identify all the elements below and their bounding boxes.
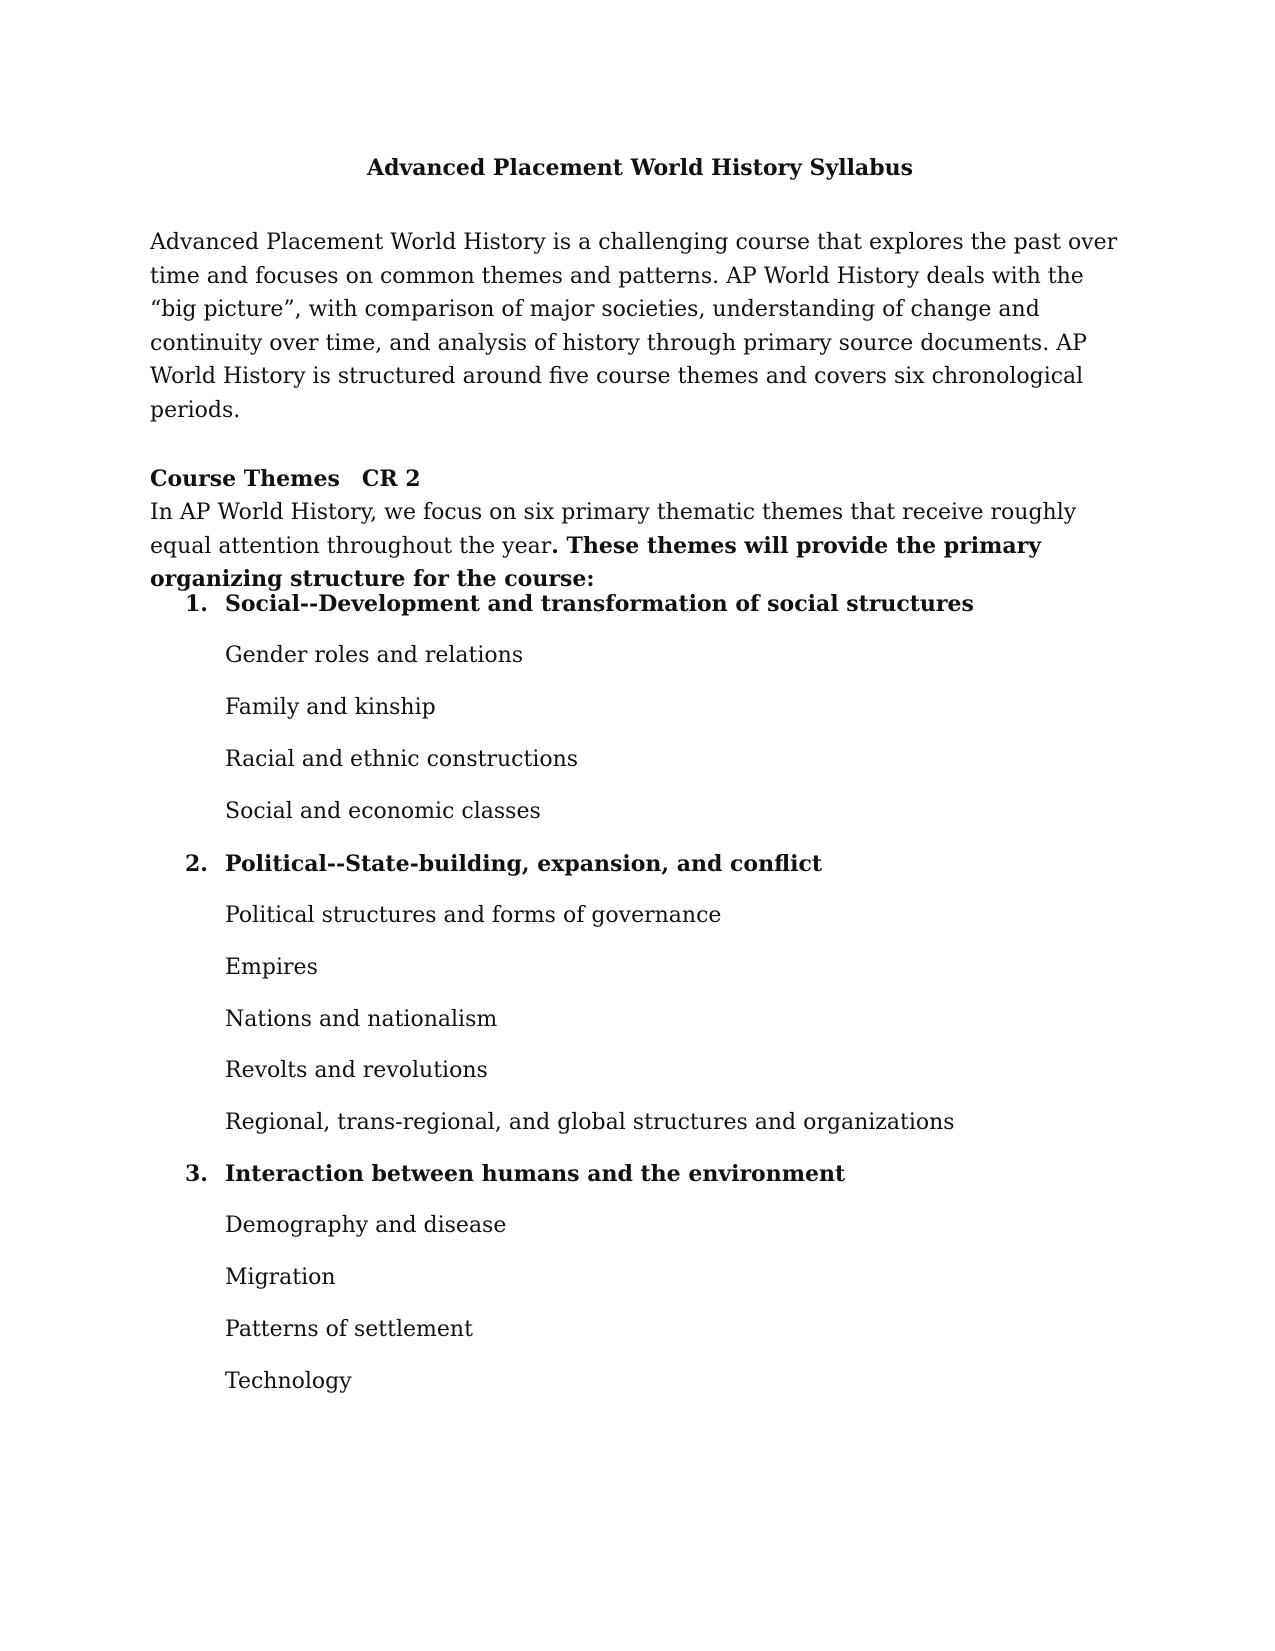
theme-item: Revolts and revolutions xyxy=(225,1058,488,1083)
document-page xyxy=(150,0,1130,1651)
theme-number: 2. xyxy=(185,851,208,877)
section-body xyxy=(150,496,1130,597)
document-title: Advanced Placement World History Syllabus xyxy=(367,155,913,181)
theme-heading-2 xyxy=(185,848,822,880)
theme-item: Empires xyxy=(225,955,318,980)
section-heading xyxy=(150,463,1130,497)
theme-item: Family and kinship xyxy=(225,695,436,720)
theme-item: Demography and disease xyxy=(225,1213,507,1238)
theme-item: Political structures and forms of governance xyxy=(225,903,722,928)
theme-item: Patterns of settlement xyxy=(225,1317,473,1342)
theme-item: Social and economic classes xyxy=(225,799,541,824)
section-body-bold: . These themes will provide the primary organizing structure for the course: xyxy=(150,532,1041,592)
section-heading-text: Course Themes xyxy=(150,466,340,492)
theme-item: Gender roles and relations xyxy=(225,643,524,668)
theme-title: Social--Development and transformation of social structures xyxy=(225,591,974,617)
theme-item: Technology xyxy=(225,1369,352,1394)
theme-title: Interaction between humans and the environment xyxy=(225,1161,846,1187)
section-body-plain: In AP World History, we focus on six primary thematic themes that receive roughly equal attention throughout the year xyxy=(150,500,1077,559)
theme-item: Regional, trans-regional, and global structures and organizations xyxy=(225,1110,955,1135)
intro-paragraph: Advanced Placement World History is a challenging course that explores the past over time and focuses on common themes and patterns. AP World History deals with the “big picture”, with comparison of major societies, understanding of change and continuity over time, and analysis of history through primary source documents. AP World History is structured around five course themes and covers six chronological periods. xyxy=(150,230,1118,423)
theme-number: 1. xyxy=(185,591,208,617)
theme-item: Racial and ethnic constructions xyxy=(225,747,579,772)
theme-item: Migration xyxy=(225,1265,336,1290)
theme-heading-1 xyxy=(185,588,974,620)
theme-heading-3 xyxy=(185,1158,845,1190)
theme-title: Political--State-building, expansion, and conflict xyxy=(225,851,822,877)
section-code: CR 2 xyxy=(361,466,421,492)
theme-item: Nations and nationalism xyxy=(225,1007,498,1032)
theme-number: 3. xyxy=(185,1161,208,1187)
